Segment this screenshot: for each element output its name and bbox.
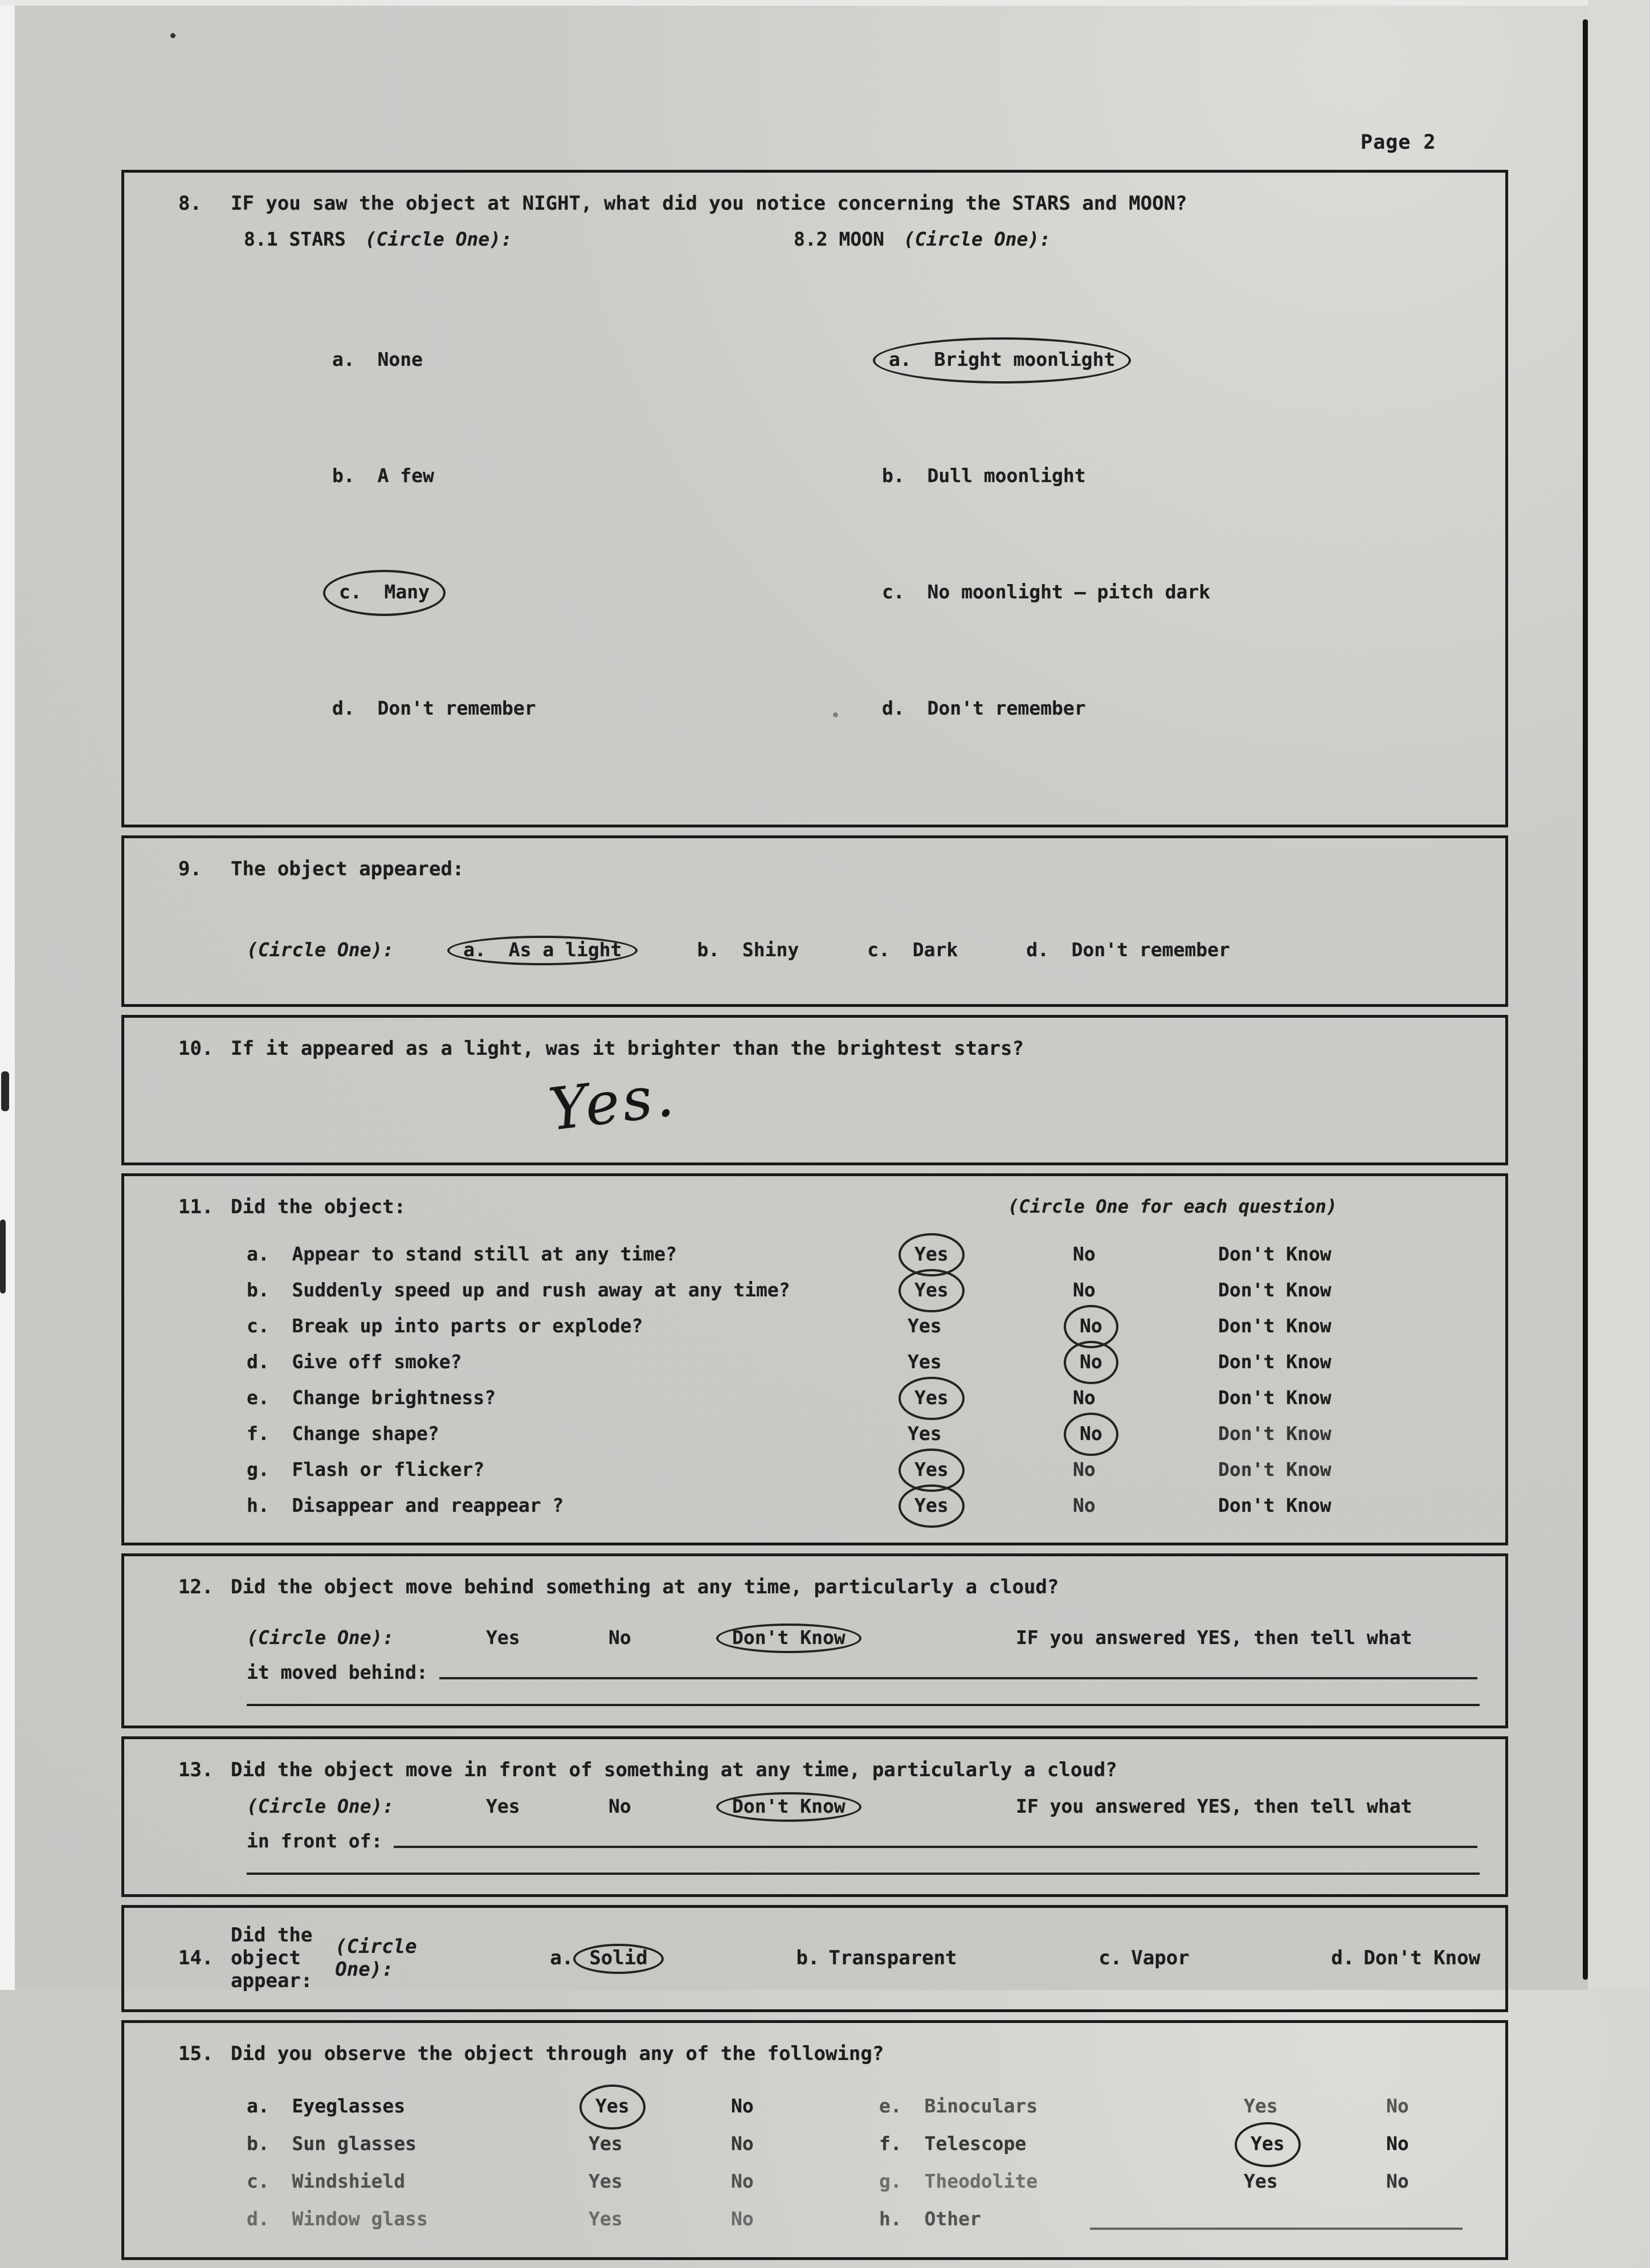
question-14-title: Did the object appear: (231, 1923, 313, 1992)
q15-row-d (247, 2200, 879, 2238)
question-8-title: IF you saw the object at NIGHT, what did you notice concerning the STARS and MOON? (231, 192, 1187, 215)
q13-answer-line (394, 1823, 1477, 1848)
q15-no-a: No (731, 2095, 754, 2118)
scanner-edge-top (0, 0, 1650, 6)
q11-dk-f: Don't Know (1218, 1422, 1332, 1445)
stars-option-a: a. None (332, 348, 423, 371)
q11-label-a: a. Appear to stand still at any time? (247, 1243, 677, 1266)
q11-label-f: f. Change shape? (247, 1422, 439, 1445)
q11-instruction: (Circle One for each question) (1008, 1195, 1337, 1217)
moon-option-d: d. Don't remember (882, 697, 1086, 720)
q15-label-f: f. Telescope (879, 2132, 1027, 2155)
circled-answer-q9: a. As a light (447, 936, 638, 965)
q15-label-c: c. Windshield (247, 2170, 406, 2193)
q11-yes-c: Yes (908, 1315, 942, 1337)
question-11-number: 11. (178, 1195, 214, 1218)
question-15-title: Did you observe the object through any of the following? (231, 2042, 884, 2065)
questionnaire-page (121, 170, 1508, 2268)
q15-right-column (879, 2087, 1480, 2238)
question-10-number: 10. (178, 1037, 214, 1060)
q14-letter-a: a. (550, 1946, 574, 1969)
q9-option-a (456, 939, 628, 961)
q14-option-b: b. Transparent (796, 1946, 957, 1969)
q15-yes-b: Yes (589, 2132, 623, 2155)
stars-circle-one-label: (Circle One): (365, 228, 512, 251)
scanner-margin-right (1588, 0, 1650, 1990)
page-edge-shadow (1583, 19, 1588, 1980)
circled-answer-q11c: No (1064, 1305, 1118, 1348)
q11-yes-d: Yes (908, 1351, 942, 1373)
stars-option-c (332, 573, 794, 611)
circled-answer-q11g: Yes (898, 1449, 965, 1492)
question-11-title: Did the object: (231, 1195, 406, 1218)
q11-label-d: d. Give off smoke? (247, 1351, 462, 1373)
q9-option-b: b. Shiny (697, 938, 799, 961)
q13-yes: Yes (486, 1794, 520, 1817)
q11-label-h: h. Disappear and reappear ? (247, 1494, 564, 1517)
q11-dk-d: Don't Know (1218, 1351, 1332, 1373)
q15-yes-d: Yes (589, 2208, 623, 2230)
circle-one-label: (Circle One): (247, 1626, 394, 1649)
q11-dk-h: Don't Know (1218, 1494, 1332, 1517)
question-9-number: 9. (178, 858, 202, 881)
question-15-number: 15. (178, 2042, 214, 2065)
moon-option-a (882, 340, 1480, 379)
q15-left-column (247, 2087, 879, 2238)
circled-answer-q11e: Yes (898, 1377, 965, 1420)
q9-option-d: d. Don't remember (1026, 938, 1230, 961)
q11-row-g (247, 1451, 1480, 1487)
q15-no-g: No (1386, 2170, 1409, 2193)
q11-label-c: c. Break up into parts or explode? (247, 1315, 643, 1337)
q15-other-line (1090, 2202, 1463, 2230)
q15-no-e: No (1386, 2095, 1409, 2118)
section-12 (121, 1553, 1508, 1728)
q12-answer-line (439, 1654, 1477, 1679)
q11-dk-g: Don't Know (1218, 1458, 1332, 1481)
q11-no-a: No (1073, 1243, 1096, 1266)
scan-artifact (0, 1219, 6, 1294)
q15-label-a: a. Eyeglasses (247, 2095, 406, 2118)
q14-option-d: d. Don't Know (1331, 1946, 1481, 1969)
question-12-title: Did the object move behind something at any time, particularly a cloud? (231, 1576, 1059, 1599)
circled-answer-stars: c. Many (323, 570, 446, 616)
q15-row-e (879, 2087, 1480, 2125)
q15-no-b: No (731, 2132, 754, 2155)
moon-option-c: c. No moonlight — pitch dark (882, 581, 1211, 603)
q15-yes-e: Yes (1244, 2095, 1278, 2118)
section-11 (121, 1173, 1508, 1545)
circled-answer-q13: Don't Know (716, 1792, 861, 1822)
question-13-number: 13. (178, 1759, 214, 1782)
q15-row-f (879, 2125, 1480, 2163)
section-15 (121, 2020, 1508, 2260)
q11-no-h: No (1073, 1494, 1096, 1517)
q11-label-e: e. Change brightness? (247, 1386, 496, 1409)
q11-row-e (247, 1380, 1480, 1416)
q14-option-a (457, 1924, 655, 1992)
q12-continuation-label: it moved behind: (247, 1661, 428, 1684)
q11-label-b: b. Suddenly speed up and rush away at any time? (247, 1279, 790, 1302)
circled-answer-q11a: Yes (898, 1233, 965, 1276)
q15-no-d: No (731, 2208, 754, 2230)
q11-row-d (247, 1344, 1480, 1380)
section-10 (121, 1015, 1508, 1165)
section-8 (121, 170, 1508, 827)
question-9-title: The object appeared: (231, 858, 464, 881)
circled-answer-q11h: Yes (898, 1484, 965, 1528)
q12-no: No (608, 1626, 631, 1649)
circled-answer-q11d: No (1064, 1341, 1118, 1384)
q12-yes: Yes (486, 1626, 520, 1649)
q14-option-c: c. Vapor (1098, 1946, 1190, 1969)
q11-row-h (247, 1487, 1480, 1523)
question-13-title: Did the object move in front of something at any time, particularly a cloud? (231, 1759, 1117, 1782)
q15-row-h (879, 2200, 1480, 2238)
q11-dk-e: Don't Know (1218, 1386, 1332, 1409)
question-8-number: 8. (178, 192, 202, 215)
circled-answer-q15f: Yes (1235, 2122, 1301, 2167)
question-14-number: 14. (178, 1946, 214, 1969)
q12-answer-line-2 (247, 1704, 1480, 1706)
q11-row-list (247, 1236, 1480, 1523)
q13-answer-line-2 (247, 1873, 1480, 1875)
circle-one-label: (Circle One): (247, 1794, 394, 1817)
q15-label-h: h. Other (879, 2208, 981, 2230)
q15-row-c (247, 2163, 879, 2200)
section-14 (121, 1905, 1508, 2012)
stars-option-d: d. Don't remember (332, 697, 536, 720)
q15-yes-g: Yes (1244, 2170, 1278, 2193)
q15-label-g: g. Theodolite (879, 2170, 1038, 2193)
q15-label-d: d. Window glass (247, 2208, 428, 2230)
q11-label-g: g. Flash or flicker? (247, 1458, 485, 1481)
q11-no-g: No (1073, 1458, 1096, 1481)
q11-row-b (247, 1272, 1480, 1308)
moon-option-b: b. Dull moonlight (882, 464, 1086, 487)
q15-label-e: e. Binoculars (879, 2095, 1038, 2118)
q15-row-a (247, 2087, 879, 2125)
circled-answer-q12: Don't Know (716, 1624, 861, 1653)
q11-dk-a: Don't Know (1218, 1243, 1332, 1266)
circled-answer-q11b: Yes (898, 1269, 965, 1312)
scan-speck (170, 33, 175, 38)
q15-yes-c: Yes (589, 2170, 623, 2193)
section-9 (121, 835, 1508, 1006)
circled-answer-q14: Solid (573, 1944, 663, 1974)
question-10-title: If it appeared as a light, was it brighter than the brightest stars? (231, 1037, 1024, 1060)
moon-group (794, 228, 1480, 805)
stars-group (178, 228, 794, 805)
section-13 (121, 1736, 1508, 1896)
q15-row-b (247, 2125, 879, 2163)
q11-no-e: No (1073, 1386, 1096, 1409)
q15-label-b: b. Sun glasses (247, 2132, 417, 2155)
circled-answer-q15a: Yes (579, 2085, 646, 2130)
stars-option-b: b. A few (332, 464, 434, 487)
q12-side-note: IF you answered YES, then tell what (1016, 1626, 1412, 1649)
q11-dk-c: Don't Know (1218, 1315, 1332, 1337)
q11-row-c (247, 1308, 1480, 1344)
q13-continuation-label: in front of: (247, 1829, 383, 1852)
circle-one-label: (Circle One): (247, 938, 394, 961)
moon-heading: 8.2 MOON (794, 228, 884, 251)
handwritten-answer-q10: Yes. (545, 1061, 680, 1144)
moon-circle-one-label: (Circle One): (903, 228, 1051, 251)
scanner-edge-left (0, 0, 15, 1990)
q11-row-f (247, 1416, 1480, 1451)
stars-heading: 8.1 STARS (244, 228, 346, 251)
q11-yes-f: Yes (908, 1422, 942, 1445)
q13-side-note: IF you answered YES, then tell what (1016, 1794, 1412, 1817)
q9-option-c: c. Dark (867, 938, 958, 961)
page-number: Page 2 (1361, 131, 1436, 154)
q15-row-g (879, 2163, 1480, 2200)
circled-answer-moon: a. Bright moonlight (873, 337, 1131, 384)
q11-row-a (247, 1236, 1480, 1272)
question-12-number: 12. (178, 1576, 214, 1599)
circled-answer-q11f: No (1064, 1413, 1118, 1456)
q15-no-c: No (731, 2170, 754, 2193)
q15-no-f: No (1386, 2132, 1409, 2155)
scan-artifact (1, 1071, 9, 1111)
q11-dk-b: Don't Know (1218, 1279, 1332, 1302)
q13-no: No (608, 1794, 631, 1817)
circle-one-label: (Circle One): (335, 1935, 417, 1981)
q11-no-b: No (1073, 1279, 1096, 1302)
